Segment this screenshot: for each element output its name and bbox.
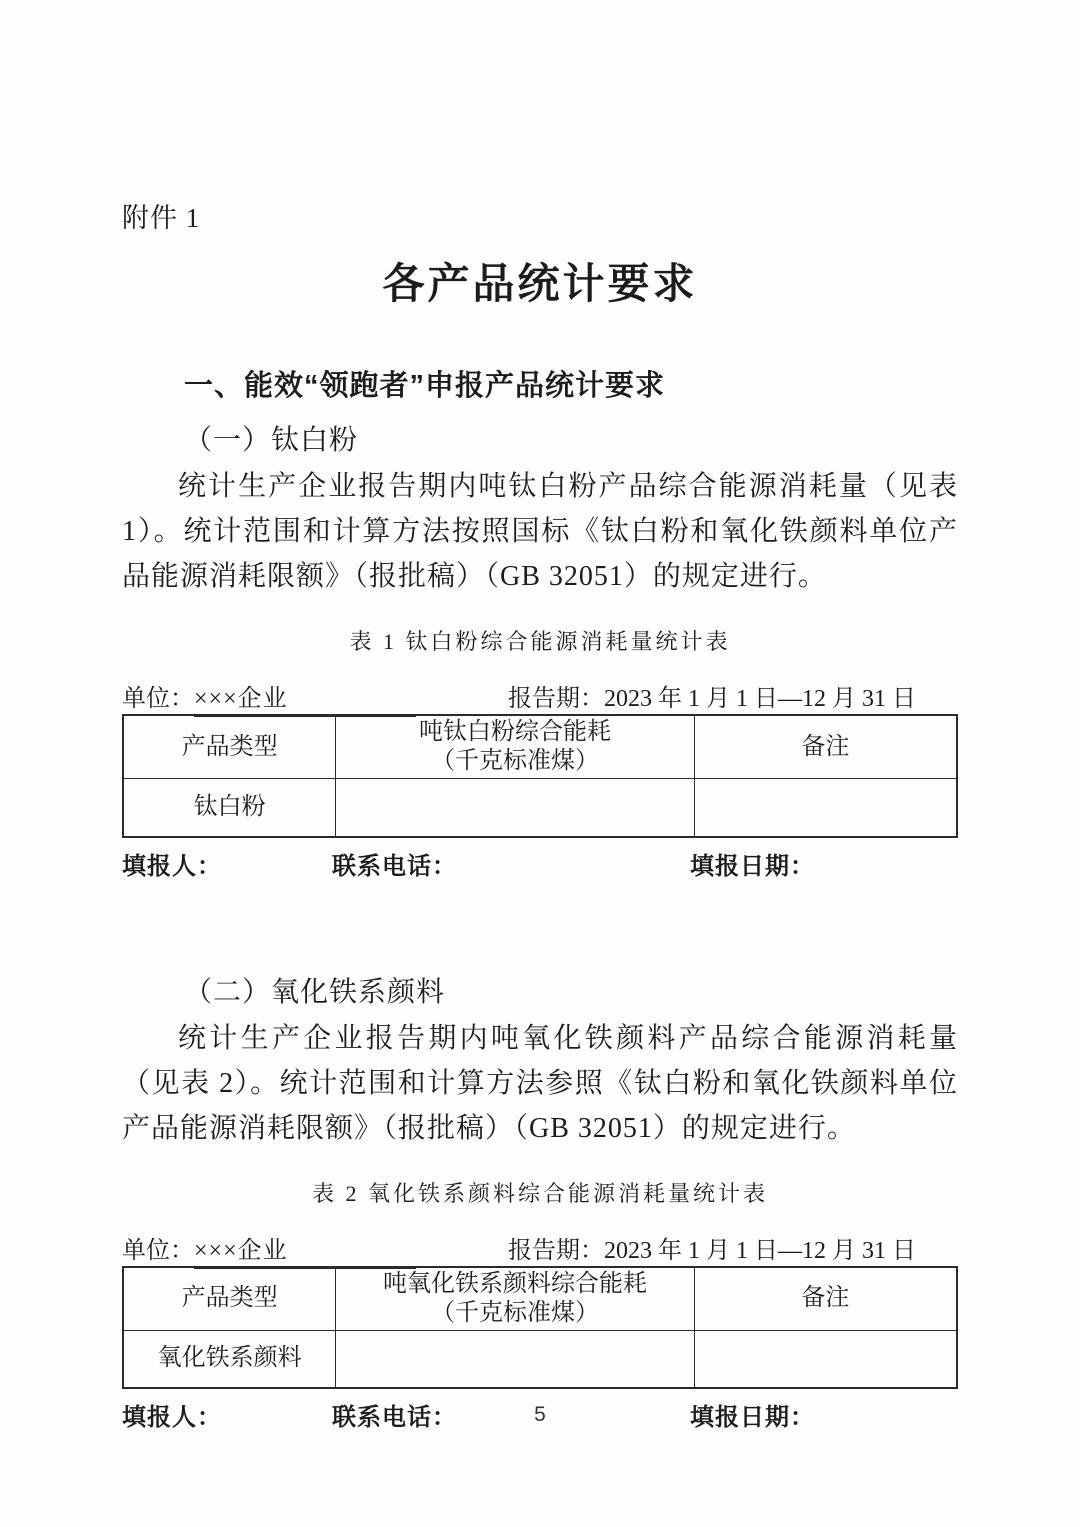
phone-label: 联系电话： <box>332 1405 457 1431</box>
date-label: 填报日期： <box>690 853 815 880</box>
table-1-header-remark: 备注 <box>694 715 957 779</box>
unit-label: 单位： <box>122 686 194 712</box>
subsection-1-paragraph: 统计生产企业报告期内吨钛白粉产品综合能源消耗量（见表 1）。统计范围和计算方法按照国标《钛白粉和氧化铁颜料单位产品能源消耗限额》（报批稿）（GB 32051）的规定进行。 <box>122 471 958 592</box>
page-content <box>122 0 958 1429</box>
table-2-header-energy <box>336 1267 695 1331</box>
table-2-meta-row <box>122 1230 958 1264</box>
attachment-label: 附件 1 <box>122 203 201 233</box>
table-1-row-remark-cell <box>694 779 957 837</box>
table-1-data-row <box>123 779 957 837</box>
table-1-meta-row <box>122 678 958 712</box>
table-2-header-energy-line1: 吨氧化铁系颜料综合能耗 <box>382 1270 647 1297</box>
unit-value: ×××企业 <box>194 678 416 717</box>
period-label: 报告期： <box>508 1237 604 1264</box>
table-2 <box>122 1266 958 1390</box>
table-2-header-remark: 备注 <box>694 1267 957 1331</box>
section-gap <box>122 878 958 956</box>
table-1-header-product-type: 产品类型 <box>123 715 336 779</box>
table-1-header-row <box>123 715 957 779</box>
table-2-row-label: 氧化铁系颜料 <box>123 1330 336 1388</box>
table-1-period-field <box>508 678 916 713</box>
subsection-2-heading: （二）氧化铁系颜料 <box>184 976 446 1008</box>
section-heading: 一、能效“领跑者”申报产品统计要求 <box>184 370 666 402</box>
phone-label: 联系电话： <box>332 853 457 880</box>
table-1 <box>122 714 958 838</box>
period-value: 2023 年 1 月 1 日—12 月 31 日 <box>604 1237 916 1264</box>
table-2-row-value-cell <box>336 1330 695 1388</box>
table-2-header-energy-line2: （千克标准煤） <box>430 1299 599 1326</box>
table-2-data-row <box>123 1330 957 1388</box>
table-2-row-remark-cell <box>694 1330 957 1388</box>
table-1-header-energy <box>336 715 695 779</box>
subsection-2-paragraph: 统计生产企业报告期内吨氧化铁颜料产品综合能源消耗量（见表 2）。统计范围和计算方法参照《钛白粉和氧化铁颜料单位产品能源消耗限额》（报批稿）（GB 32051）的规定进行。 <box>122 1022 958 1144</box>
table-1-form-footer <box>122 846 958 878</box>
period-label: 报告期： <box>508 686 604 712</box>
table-1-header-energy-line2: （千克标准煤） <box>430 748 599 774</box>
subsection-1-heading: （一）钛白粉 <box>184 425 359 456</box>
table-2-period-field <box>508 1230 916 1265</box>
table-1-row-value-cell <box>336 779 695 837</box>
filler-label: 填报人： <box>122 1405 222 1431</box>
unit-value: ×××企业 <box>194 1230 416 1269</box>
period-value: 2023 年 1 月 1 日—12 月 31 日 <box>604 686 916 712</box>
page-number: 5 <box>534 1403 546 1426</box>
table-1-caption: 表 1 钛白粉综合能源消耗量统计表 <box>349 629 731 654</box>
table-2-header-row <box>123 1267 957 1331</box>
table-2-header-product-type: 产品类型 <box>123 1267 336 1331</box>
table-2-unit-field <box>122 1230 416 1269</box>
table-2-caption: 表 2 氧化铁系颜料综合能源消耗量统计表 <box>311 1180 768 1206</box>
document-title: 各产品统计要求 <box>382 262 698 308</box>
filler-label: 填报人： <box>122 853 222 880</box>
table-1-unit-field <box>122 678 416 717</box>
table-1-header-energy-line1: 吨钛白粉综合能耗 <box>418 719 611 745</box>
unit-label: 单位： <box>122 1237 194 1264</box>
table-1-row-label: 钛白粉 <box>123 779 336 837</box>
date-label: 填报日期： <box>690 1405 815 1431</box>
